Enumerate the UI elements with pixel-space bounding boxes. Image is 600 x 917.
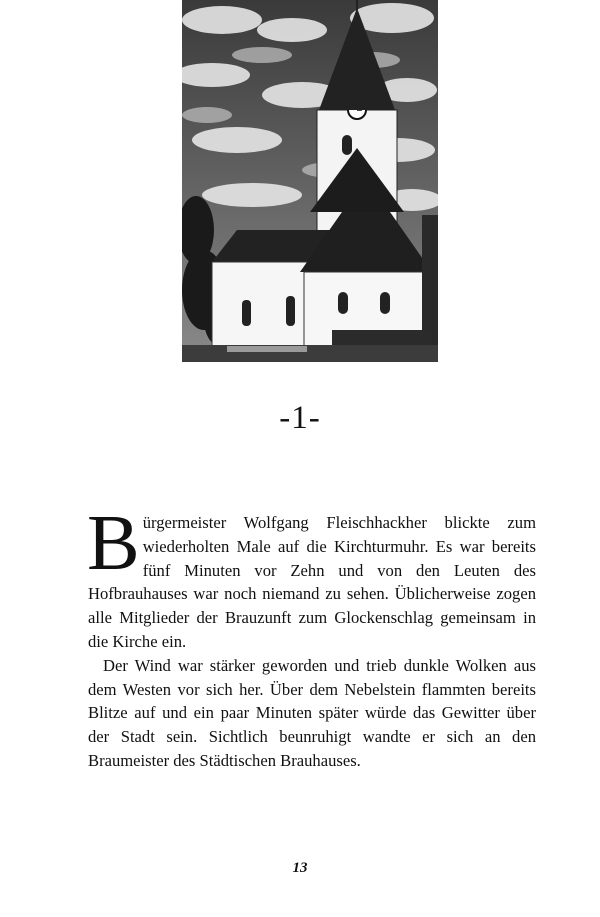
paragraph-1 bbox=[87, 500, 536, 654]
page-number: 13 bbox=[292, 860, 308, 876]
church-illustration bbox=[182, 0, 438, 362]
body-text bbox=[87, 500, 536, 773]
paragraph-1-text: ürgermeister Wolfgang Fleischhackher blickte zum wiederholten Male auf die Kirchturmuhr. Es war bereits fünf Minuten vor Zehn und von den Leuten des Hofbrauhauses war noch niemand zu sehen. Üblicherweise zogen alle Mitglieder der Brauzunft zum Glockenschlag gemeinsam in die Kirche ein. bbox=[88, 513, 536, 651]
chapter-number: -1- bbox=[279, 400, 321, 436]
paragraph-2: Der Wind war stärker geworden und trieb dunkle Wolken aus dem Westen vor sich her. Über dem Nebelstein flammten bereits Blitze auf und ein paar Minuten später würde das Gewitter über der Stadt sein. Sichtlich beunruhigt wandte er sich an den Braumeister des Städtischen Brauhauses. bbox=[88, 655, 536, 770]
drop-cap: B bbox=[87, 500, 140, 587]
